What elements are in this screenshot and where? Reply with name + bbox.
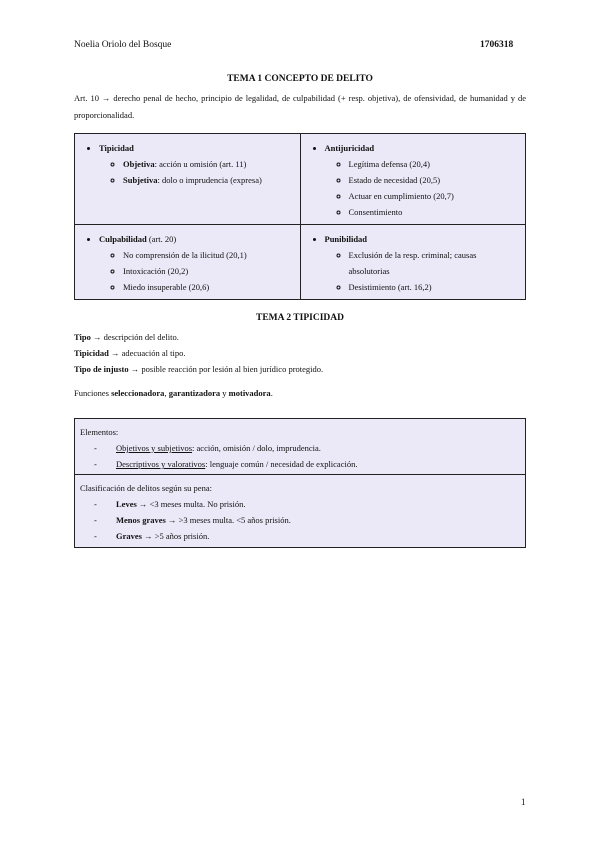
punibilidad-title: Punibilidad [324,234,368,244]
culpabilidad-subitem: ◦ Miedo insuperable (20,6) [123,279,294,295]
clasificacion-text: → >3 meses multa. <5 años prisión. [165,515,291,525]
cell-culpabilidad [75,225,301,300]
elementos-text: : acción, omisión / dolo, imprudencia. [192,443,321,453]
clasificacion-item: - Leves → <3 meses multa. No prisión. [94,499,246,509]
clasificacion-item: - Menos graves → >3 meses multa. <5 años prisión. [94,515,291,525]
punibilidad-subitem: ◦ Desistimiento (art. 16,2) [349,279,520,295]
culpabilidad-subitem: ◦ No comprensión de la ilicitud (20,1) [123,247,294,263]
antijuricidad-title: Antijuricidad [324,143,375,153]
definition-term: Tipo de injusto [74,364,129,374]
clasificacion-text: → <3 meses multa. No prisión. [136,499,246,509]
culpabilidad-title-suffix: (art. 20) [146,234,177,244]
definition-line [74,345,323,361]
elementos-term: Objetivos y subjetivos [116,443,193,453]
definition-term: Tipo [74,332,91,342]
tema1-title: TEMA 1 CONCEPTO DE DELITO [227,74,373,84]
clasificacion-item: - Graves → >5 años prisión. [94,531,210,541]
function-term: garantizadora [168,388,221,398]
clasificacion-term: Graves [116,531,142,541]
page-number: 1 [521,797,526,807]
antijuricidad-subitem: ◦ Actuar en cumplimiento (20,7) [349,188,520,204]
definition-line [74,361,323,377]
tipicidad-title: Tipicidad [99,143,134,153]
definition-text: → descripción del delito. [90,332,179,342]
definition-term: Tipicidad [74,348,109,358]
header-student-id: 1706318 [480,40,514,50]
clasificacion-caption: Clasificación de delitos según su pena: [80,483,212,493]
definition-text: → posible reacción por lesión al bien jurídico protegido. [128,364,324,374]
elementos-box [74,418,526,475]
clasificacion-box [74,474,526,548]
functions-sep: y [220,388,229,398]
culpabilidad-title: Culpabilidad [99,234,147,244]
objetiva-label: Objetiva [123,159,155,169]
subjetiva-text: : dolo o imprudencia (expresa) [157,175,262,185]
tipicidad-item [99,140,294,188]
elementos-item: - Objetivos y subjetivos: acción, omisión / dolo, imprudencia. [94,443,321,453]
concept-grid [74,133,526,300]
header-author-name: Noelia Oriolo del Bosque [74,40,172,50]
antijuricidad-subitem: ◦ Legítima defensa (20,4) [349,156,520,172]
culpabilidad-subitem: ◦ Intoxicación (20,2) [123,263,294,279]
antijuricidad-item [325,140,520,220]
function-term: seleccionadora [111,388,165,398]
elementos-term: Descriptivos y valorativos [116,459,206,469]
functions-suffix: . [270,388,273,398]
cell-punibilidad [300,225,526,300]
antijuricidad-subitem: ◦ Consentimiento [349,204,520,220]
punibilidad-item [325,231,520,295]
elementos-item: - Descriptivos y valorativos: lenguaje común / necesidad de explicación. [94,459,358,469]
tema1-intro: Art. 10 → derecho penal de hecho, principio de legalidad, de culpabilidad (+ resp. objetiva), de ofensividad, de humanidad y de proporcionalidad. [74,93,526,120]
definitions-list [74,329,323,377]
clasificacion-text: → >5 años prisión. [141,531,210,541]
antijuricidad-subitem: ◦ Estado de necesidad (20,5) [349,172,520,188]
cell-tipicidad [75,134,301,225]
elementos-text: : lenguaje común / necesidad de explicación. [205,459,358,469]
clasificacion-term: Leves [116,499,137,509]
subjetiva-label: Subjetiva [123,175,158,185]
definition-text: → adecuación al tipo. [108,348,186,358]
functions-sep: , [164,388,169,398]
tipicidad-objetiva [123,156,294,172]
functions-prefix: Funciones [74,388,112,398]
elementos-caption: Elementos: [80,427,119,437]
culpabilidad-item [99,231,294,295]
tipicidad-subjetiva [123,172,294,188]
clasificacion-term: Menos graves [116,515,166,525]
cell-antijuricidad [300,134,526,225]
function-term: motivadora [228,388,271,398]
punibilidad-subitem: ◦ Exclusión de la resp. criminal; causas absolutorias [349,247,520,279]
tema2-title: TEMA 2 TIPICIDAD [256,313,344,323]
definition-line [74,329,323,345]
objetiva-text: : acción u omisión (art. 11) [154,159,247,169]
functions-line [74,388,273,400]
